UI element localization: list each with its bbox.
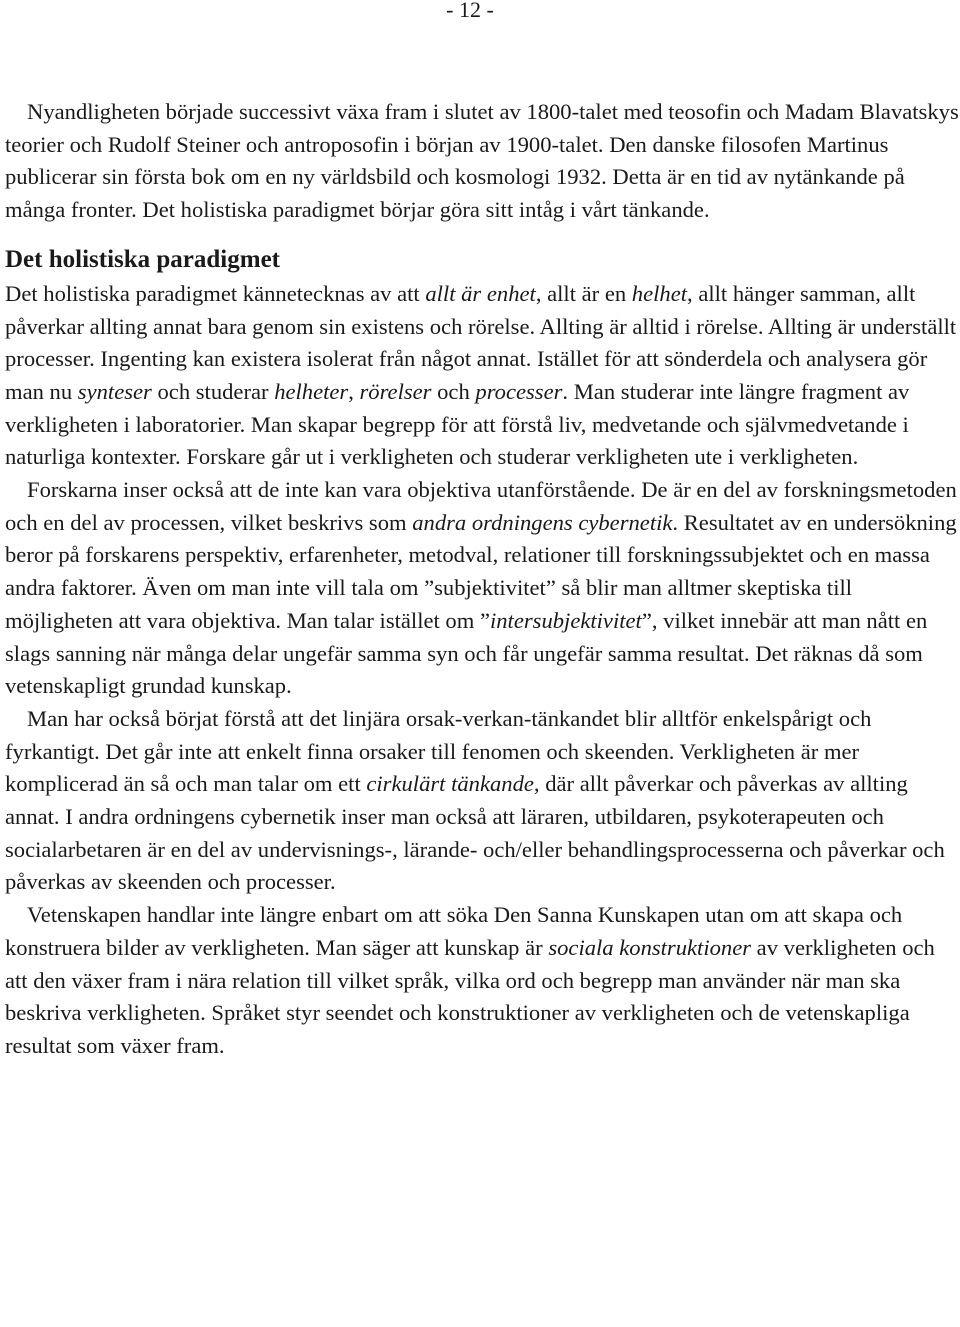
document-body [5,96,960,1063]
text-run: , där allt påverkar och påverkas av allting annat. I andra ordningens cybernetik inser man också att läraren, utbildaren, psykoterapeuten och socialarbetaren är en del av undervisnings-, lärande- och/eller behandlingsprocesserna och påverkar och påverkas av skeenden och processer. [5,771,945,895]
text-run: Vetenskapen handlar inte längre enbart om att söka Den Sanna Kunskapen utan om att skapa och konstruera bilder av verkligheten. Man säger att kunskap är [5,902,903,960]
italic-run: synteser [77,378,152,404]
paragraph-1 [5,278,960,474]
section-heading: Det holistiska paradigmet [5,245,280,273]
paragraph-4 [5,899,960,1063]
page-number: - 12 - [446,0,494,22]
italic-run: rörelser [359,378,432,404]
text-run: ”, vilket innebär att man nått en slags sanning när många delar ungefär samma syn och får ungefär samma resultat. Det räknas då som vetenskapligt grundad kunskap. [5,607,928,699]
paragraph-3 [5,703,960,899]
text-run: och [431,378,476,404]
italic-run: helheter [274,378,349,404]
italic-run: cirkulärt tänkande [366,771,534,797]
text-run: av verkligheten och att den växer fram i nära relation till vilket språk, vilka ord och begrepp man använder när man ska beskriva verkligheten. Språket styr seendet och konstruktioner av verkligheten och de vetenskapliga resultat som växer fram. [5,934,935,1058]
intro-paragraph: Nyandligheten började successivt växa fram i slutet av 1800-talet med teosofin och Madam Blavatskys teorier och Rudolf Steiner och antroposofin i början av 1900-talet. Den danske filosofen Martinus publicerar sin första bok om en ny världsbild och kosmologi 1932. Detta är en tid av nytänkande på många fronter. Det holistiska paradigmet börjar göra sitt intåg i vårt tänkande. [5,99,959,223]
italic-run: andra ordningens cybernetik [412,509,673,535]
text-run: , [348,378,360,404]
text-run: Man har också börjat förstå att det linjära orsak-verkan-tänkandet blir alltför enkelspårigt och fyrkantigt. Det går inte att enkelt finna orsaker till fenomen och skeenden. Verkligheten är mer komplicerad än så och man talar om ett [5,705,872,797]
italic-run: intersubjektivitet [489,607,642,633]
text-run: . Resultatet av en undersökning beror på forskarens perspektiv, erfarenheter, metodval, relationer till forskningssubjektet och en massa andra faktorer. Även om man inte vill tala om ”subjektivitet” så blir man alltmer skeptiska till möjligheten att vara objektiva. Man talar istället om ” [5,509,957,633]
paragraph-2 [5,474,960,703]
text-run: och studerar [151,378,275,404]
italic-run: processer [475,378,563,404]
text-run: , allt är en [535,280,632,306]
text-run: , allt hänger samman, allt påverkar allting annat bara genom sin existens och rörelse. Allting är alltid i rörelse. Allting är underställt processer. Ingenting kan existera isolerat från något annat. Istället för att sönderdela och analysera gör man nu [5,280,957,404]
italic-run: allt är enhet [425,280,536,306]
text-run: Forskarna inser också att de inte kan vara objektiva utanförstående. De är en del av forskningsmetoden och en del av processen, vilket beskrivs som [5,477,957,535]
italic-run: sociala konstruktioner [548,934,752,960]
italic-run: helhet [631,280,688,306]
text-run: Det holistiska paradigmet kännetecknas av att [5,280,426,306]
text-run: . Man studerar inte längre fragment av verkligheten i laboratorier. Man skapar begrepp för att förstå liv, medvetande och självmedvetande i naturliga kontexter. Forskare går ut i verkligheten och studerar verkligheten ute i verkligheten. [5,378,910,470]
